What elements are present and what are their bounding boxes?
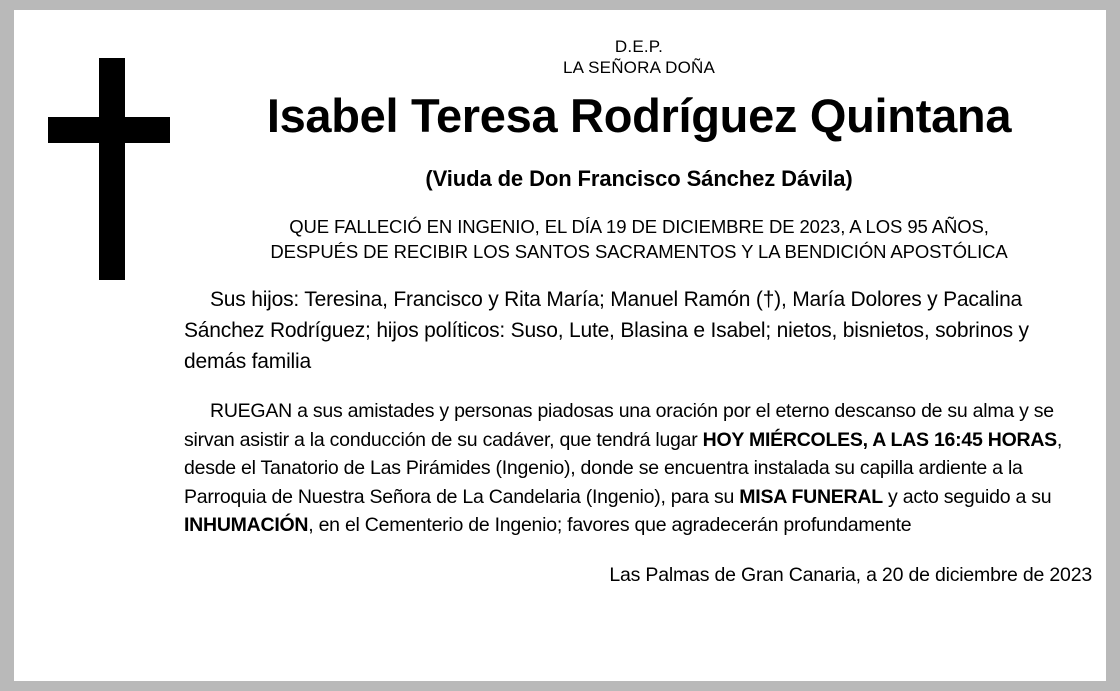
dep-line-1: D.E.P. <box>614 37 664 56</box>
funeral-plea <box>184 397 1094 540</box>
dep-line-2: LA SEÑORA DOÑA <box>562 58 716 77</box>
death-line-1: QUE FALLECIÓ EN INGENIO, EL DÍA 19 DE DICIEMBRE DE 2023, A LOS 95 AÑOS, <box>289 216 989 237</box>
family-list: Sus hijos: Teresina, Francisco y Rita María; Manuel Ramón (†), María Dolores y Pacalina Sánchez Rodríguez; hijos políticos: Suso, Lute, Blasina e Isabel; nietos, bisnietos, sobrinos y demás familia <box>184 288 1029 373</box>
latin-cross-icon <box>48 58 170 280</box>
cross-vertical-bar <box>99 58 125 280</box>
notice-content <box>184 36 1094 587</box>
plea-bold-time: HOY MIÉRCOLES, A LAS 16:45 HORAS <box>702 428 1057 451</box>
place-and-date: Las Palmas de Gran Canaria, a 20 de diciembre de 2023 <box>609 563 1092 586</box>
death-details <box>184 214 1094 264</box>
death-line-2: DESPUÉS DE RECIBIR LOS SANTOS SACRAMENTOS Y LA BENDICIÓN APOSTÓLICA <box>270 241 1008 262</box>
obituary-notice <box>14 10 1106 681</box>
deceased-name: Isabel Teresa Rodríguez Quintana <box>266 89 1012 142</box>
plea-part-4: , en el Cementerio de Ingenio; favores que agradecerán profundamente <box>308 514 912 536</box>
plea-part-2: , desde el Tanatorio de Las Pirámides (Ingenio), donde se encuentra instalada su capilla ardiente a la Parroquia de Nuestra Señora de La Candelaria (Ingenio), para su <box>184 428 1063 508</box>
plea-part-3: y acto seguido a su <box>882 485 1052 508</box>
plea-part-1: RUEGAN a sus amistades y personas piadosas una oración por el eterno descanso de su alma y se sirvan asistir a la conducción de su cadáver, que tendrá lugar <box>184 400 1054 451</box>
cross-horizontal-bar <box>48 117 170 143</box>
dep-header <box>184 36 1094 78</box>
plea-bold-burial: INHUMACIÓN <box>184 514 309 536</box>
plea-bold-mass: MISA FUNERAL <box>739 485 883 508</box>
widow-of-line: (Viuda de Don Francisco Sánchez Dávila) <box>425 166 853 191</box>
